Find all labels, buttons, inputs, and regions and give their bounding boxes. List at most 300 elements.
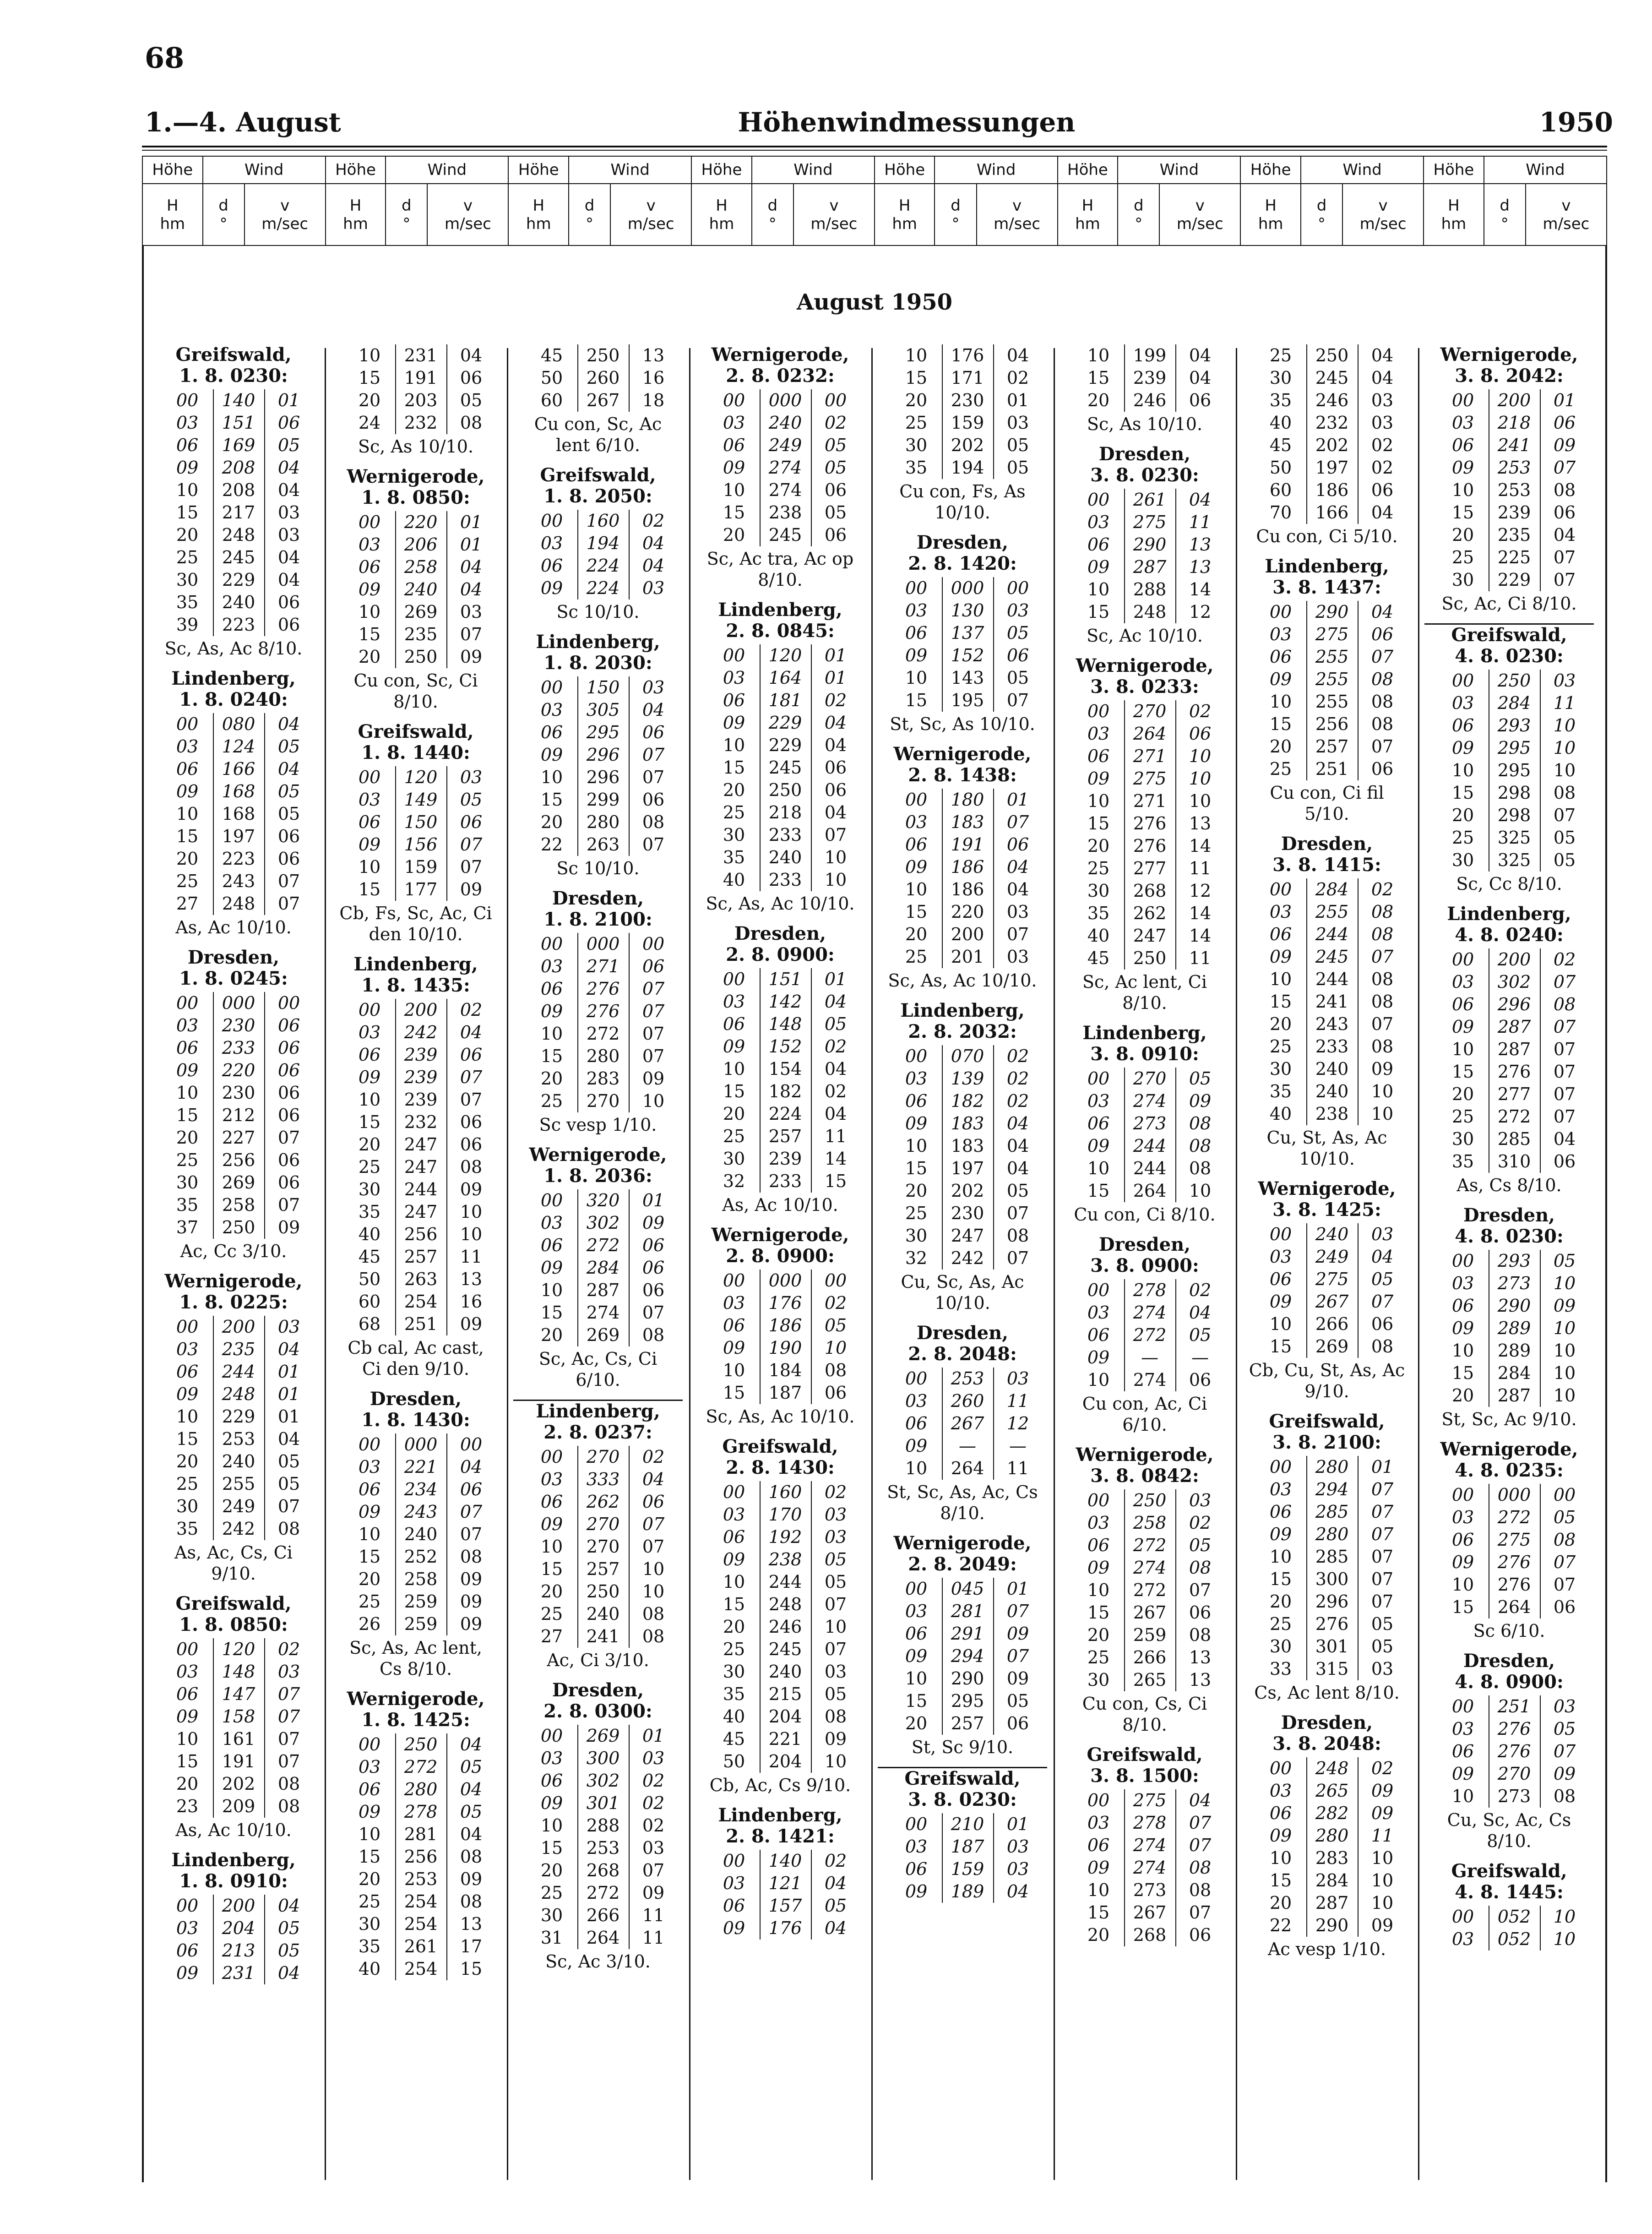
height-value: 10 <box>358 1524 381 1544</box>
speed-value: 08 <box>1189 1880 1212 1900</box>
speed-value: 13 <box>1189 557 1212 577</box>
wind-row <box>1065 344 1225 367</box>
speed-value: 05 <box>1371 1614 1394 1634</box>
height-value: 10 <box>1451 1340 1474 1361</box>
height-value: 06 <box>723 435 745 455</box>
sounding-time: 2. 8. 1430: <box>726 1457 835 1478</box>
wind-row <box>153 614 314 636</box>
speed-value: 07 <box>642 1024 665 1044</box>
speed-value: 06 <box>460 1134 483 1155</box>
speed-value: 02 <box>824 413 847 433</box>
height-value: 15 <box>905 368 928 388</box>
wind-row <box>336 623 496 646</box>
wind-row <box>1247 457 1407 479</box>
wind-row <box>518 1279 678 1302</box>
sounding-block <box>518 888 678 1135</box>
height-value: 10 <box>358 1824 381 1844</box>
wind-row <box>882 923 1043 946</box>
speed-value: 10 <box>1553 1907 1576 1927</box>
direction-value: 233 <box>768 1171 802 1191</box>
direction-value: 280 <box>586 1046 620 1066</box>
speed-value: 03 <box>824 1662 847 1682</box>
direction-value: 325 <box>1497 828 1531 848</box>
height-value: 10 <box>540 1815 563 1836</box>
wind-row <box>336 1958 496 1980</box>
height-value: 20 <box>1451 525 1474 545</box>
height-value: 09 <box>1451 1764 1474 1784</box>
height-value: 06 <box>176 1940 199 1961</box>
direction-value: 238 <box>1315 1104 1349 1124</box>
wind-row <box>518 1491 678 1513</box>
wind-row <box>518 1302 678 1324</box>
height-value: 15 <box>1087 1602 1110 1623</box>
speed-value: 04 <box>1553 1129 1576 1149</box>
station-name: Wernigerode, <box>893 743 1032 765</box>
wind-row <box>1247 1591 1407 1613</box>
direction-value: 245 <box>768 1639 802 1659</box>
height-value: 03 <box>1087 1513 1110 1533</box>
station-name: Lindenberg, <box>536 631 660 653</box>
wind-row <box>700 846 860 869</box>
height-value: 10 <box>905 1458 928 1478</box>
direction-value: 187 <box>951 1836 984 1857</box>
wind-row <box>336 601 496 623</box>
speed-value: 05 <box>1006 458 1029 478</box>
direction-value: 270 <box>1133 701 1167 721</box>
height-value: 10 <box>1269 692 1292 712</box>
height-value: 00 <box>1269 879 1292 899</box>
speed-value: 07 <box>1553 458 1576 478</box>
wind-row <box>153 457 314 479</box>
speed-value: 07 <box>277 1684 300 1704</box>
speed-value: 09 <box>460 1591 483 1612</box>
direction-value: 302 <box>1497 972 1531 992</box>
speed-value: 06 <box>824 525 847 545</box>
height-value: 06 <box>358 1779 381 1799</box>
wind-row <box>1065 1112 1225 1135</box>
height-value: 09 <box>905 1113 928 1133</box>
direction-value: 000 <box>1497 1485 1531 1505</box>
speed-value: — <box>1191 1347 1209 1368</box>
wind-row <box>336 1021 496 1044</box>
direction-value: 284 <box>1315 879 1349 899</box>
speed-value: 01 <box>824 969 847 989</box>
speed-value: 08 <box>1189 1625 1212 1645</box>
speed-value: 09 <box>1553 435 1576 455</box>
wind-row <box>336 1456 496 1478</box>
speed-value: 08 <box>277 1774 300 1794</box>
speed-value: 02 <box>642 1793 665 1813</box>
wind-row <box>882 1412 1043 1435</box>
height-value: 20 <box>176 525 199 545</box>
wind-row <box>1429 389 1589 412</box>
speed-value: 10 <box>1553 715 1576 736</box>
height-value: 25 <box>905 413 928 433</box>
direction-value: 253 <box>404 1869 438 1889</box>
speed-value: 07 <box>1553 1062 1576 1082</box>
height-value: 03 <box>1451 1507 1474 1527</box>
height-value: 20 <box>176 1128 199 1148</box>
speed-value: 09 <box>460 1314 483 1334</box>
wind-row <box>1247 1223 1407 1246</box>
wind-row <box>700 1058 860 1080</box>
wind-row <box>1429 804 1589 827</box>
direction-value: 238 <box>768 502 802 523</box>
height-value: 10 <box>723 735 745 755</box>
direction-value: 296 <box>586 745 620 765</box>
direction-value: 263 <box>404 1269 438 1289</box>
wind-row <box>153 1171 314 1194</box>
sounding-time: 4. 8. 0900: <box>1455 1671 1564 1693</box>
height-value: 06 <box>1451 715 1474 736</box>
direction-value: 221 <box>768 1729 802 1749</box>
station-name: Dresden, <box>1463 1204 1555 1226</box>
height-value: 06 <box>540 979 563 999</box>
wind-row <box>1247 1335 1407 1358</box>
sounding-time: 1. 8. 0230: <box>179 365 288 387</box>
direction-value: 276 <box>1497 1575 1531 1595</box>
speed-value: 11 <box>1006 1391 1029 1411</box>
height-value: 09 <box>723 1549 745 1569</box>
wind-row <box>153 1750 314 1773</box>
height-value: 35 <box>723 1684 745 1704</box>
speed-value: 05 <box>824 1896 847 1916</box>
speed-value: 04 <box>460 1734 483 1755</box>
direction-value: 240 <box>404 1524 438 1544</box>
direction-value: 000 <box>768 1270 802 1291</box>
wind-row <box>153 1316 314 1338</box>
speed-value: 02 <box>824 1081 847 1101</box>
height-value: 09 <box>176 1963 199 1983</box>
speed-value: 10 <box>824 1617 847 1637</box>
wind-row <box>153 893 314 915</box>
height-value: 06 <box>905 1091 928 1111</box>
sounding-block <box>336 721 496 945</box>
wind-row <box>1429 1574 1589 1596</box>
direction-value: 142 <box>768 992 802 1012</box>
station-name: Greifswald, <box>1451 624 1567 646</box>
speed-value: 13 <box>1189 813 1212 834</box>
wind-row <box>882 577 1043 599</box>
height-value: 06 <box>1087 746 1110 766</box>
height-value: 40 <box>358 1959 381 1979</box>
height-value: 03 <box>1087 724 1110 744</box>
speed-value: 09 <box>460 1179 483 1199</box>
header-v-msec: v m/sec <box>793 184 875 245</box>
speed-value: 04 <box>277 759 300 779</box>
wind-row <box>1247 1757 1407 1780</box>
direction-value: 276 <box>1497 1741 1531 1761</box>
direction-value: 301 <box>586 1793 620 1813</box>
direction-value: 235 <box>1497 525 1531 545</box>
height-value: 20 <box>540 812 563 832</box>
cloud-note: As, Ac 10/10. <box>722 1195 838 1215</box>
header-h-hm: H hm <box>1058 184 1118 245</box>
direction-value: 246 <box>768 1617 802 1637</box>
direction-value: 257 <box>1315 736 1349 757</box>
height-value: 10 <box>176 1406 199 1427</box>
height-value: 15 <box>540 1046 563 1066</box>
wind-row <box>700 1359 860 1382</box>
wind-row <box>518 1234 678 1257</box>
height-value: 25 <box>1269 1614 1292 1634</box>
direction-value: 298 <box>1497 805 1531 825</box>
direction-value: 277 <box>1133 858 1167 878</box>
wind-row <box>518 1000 678 1023</box>
cloud-note: Sc, Ac 3/10. <box>545 1951 651 1972</box>
cloud-note: Sc, Ac 10/10. <box>1087 626 1203 646</box>
wind-row <box>1065 880 1225 902</box>
speed-value: 11 <box>1371 1825 1394 1846</box>
direction-value: 310 <box>1497 1151 1531 1171</box>
wind-row <box>153 1014 314 1037</box>
wind-row <box>700 1661 860 1683</box>
direction-value: 267 <box>951 1413 984 1433</box>
height-value: 10 <box>176 1729 199 1749</box>
direction-value: 241 <box>1315 992 1349 1012</box>
wind-row <box>153 1705 314 1728</box>
direction-value: 275 <box>1133 1790 1167 1810</box>
speed-value: 03 <box>1371 413 1394 433</box>
direction-value: 258 <box>404 557 438 577</box>
speed-value: 02 <box>1371 1758 1394 1778</box>
direction-value: 300 <box>586 1748 620 1768</box>
wind-row <box>336 1913 496 1935</box>
speed-value: 03 <box>1371 390 1394 410</box>
direction-value: 191 <box>222 1751 255 1771</box>
direction-value: 255 <box>1315 692 1349 712</box>
height-value: 25 <box>176 871 199 891</box>
wind-row <box>336 367 496 389</box>
direction-value: 244 <box>768 1572 802 1592</box>
speed-value: 02 <box>1189 1280 1212 1300</box>
height-value: 25 <box>358 1591 381 1612</box>
direction-value: 266 <box>1315 1314 1349 1334</box>
direction-value: 208 <box>222 458 255 478</box>
wind-row <box>1065 1812 1225 1834</box>
wind-row <box>1065 1369 1225 1391</box>
wind-row <box>1429 1317 1589 1340</box>
height-value: 09 <box>176 1060 199 1080</box>
speed-value: 07 <box>1553 1741 1576 1761</box>
direction-value: 267 <box>1315 1291 1349 1312</box>
wind-row <box>1429 1384 1589 1407</box>
speed-value: 04 <box>1371 602 1394 622</box>
wind-row <box>1065 947 1225 970</box>
wind-row <box>153 479 314 501</box>
direction-value: 240 <box>222 1451 255 1471</box>
speed-value: 05 <box>1189 1068 1212 1089</box>
cloud-note: As, Ac 10/10. <box>175 917 292 937</box>
height-value: 20 <box>1269 1591 1292 1612</box>
wind-row <box>336 1823 496 1846</box>
wind-row <box>518 1536 678 1558</box>
wind-row <box>1065 925 1225 947</box>
height-value: 06 <box>723 690 745 710</box>
height-value: 45 <box>723 1729 745 1749</box>
height-value: 03 <box>1087 512 1110 532</box>
wind-row <box>1247 1268 1407 1291</box>
wind-row <box>1065 511 1225 534</box>
speed-value: 08 <box>642 1325 665 1345</box>
wind-row <box>518 766 678 789</box>
wind-row <box>1065 790 1225 812</box>
header-wind: Wind <box>203 156 326 184</box>
station-name: Lindenberg, <box>718 599 842 621</box>
speed-value: 09 <box>1371 1781 1394 1801</box>
speed-value: 02 <box>824 1851 847 1871</box>
speed-value: 03 <box>277 1662 300 1682</box>
speed-value: 04 <box>1371 1247 1394 1267</box>
wind-row <box>153 501 314 524</box>
sounding-block <box>882 1533 1043 1758</box>
speed-value: 04 <box>824 713 847 733</box>
cloud-note: Sc, As, Ac 10/10. <box>706 1406 855 1427</box>
direction-value: 274 <box>1133 1858 1167 1878</box>
speed-value: 10 <box>1371 1081 1394 1101</box>
height-value: 00 <box>540 511 563 531</box>
speed-value: 09 <box>277 1217 300 1237</box>
speed-value: 05 <box>1006 1691 1029 1711</box>
height-value: 09 <box>723 458 745 478</box>
speed-value: 09 <box>460 1569 483 1589</box>
speed-value: 15 <box>824 1171 847 1191</box>
height-value: 03 <box>176 1918 199 1938</box>
wind-row <box>518 1882 678 1904</box>
height-value: 10 <box>1087 579 1110 599</box>
height-value: 09 <box>1451 458 1474 478</box>
direction-value: 176 <box>768 1918 802 1938</box>
height-value: 00 <box>1451 1251 1474 1271</box>
direction-value: 260 <box>586 368 620 388</box>
direction-value: 183 <box>951 1113 984 1133</box>
wind-row <box>518 1770 678 1792</box>
wind-row <box>1247 479 1407 501</box>
frame-right-line <box>1605 245 1607 2182</box>
speed-value: 00 <box>824 1270 847 1291</box>
speed-value: 03 <box>1371 1224 1394 1244</box>
speed-value: 08 <box>1189 1558 1212 1578</box>
speed-value: 10 <box>1553 1385 1576 1406</box>
direction-value: 245 <box>1315 368 1349 388</box>
direction-value: 276 <box>586 1001 620 1021</box>
height-value: 20 <box>723 1617 745 1637</box>
direction-value: 197 <box>222 826 255 846</box>
height-value: 00 <box>540 1190 563 1210</box>
height-value: 25 <box>1269 345 1292 365</box>
cloud-note: Ac vesp 1/10. <box>1267 1939 1386 1959</box>
speed-value: 06 <box>1553 1597 1576 1617</box>
speed-value: 06 <box>1371 624 1394 644</box>
direction-value: 276 <box>1315 1614 1349 1634</box>
speed-value: 09 <box>642 1068 665 1089</box>
speed-value: 06 <box>277 1060 300 1080</box>
height-value: 10 <box>1269 1848 1292 1868</box>
speed-value: 03 <box>1006 902 1029 922</box>
station-name: Lindenberg, <box>1265 556 1389 577</box>
speed-value: 06 <box>642 790 665 810</box>
wind-row <box>518 1068 678 1090</box>
wind-row <box>882 457 1043 479</box>
speed-value: 05 <box>1006 435 1029 455</box>
direction-value: 230 <box>222 1015 255 1035</box>
speed-value: 08 <box>1553 480 1576 500</box>
direction-value: 259 <box>404 1614 438 1634</box>
speed-value: 08 <box>277 1796 300 1816</box>
direction-value: 291 <box>951 1624 984 1644</box>
height-value: 40 <box>723 870 745 890</box>
speed-value: 04 <box>460 1779 483 1799</box>
speed-value: 01 <box>1006 790 1029 810</box>
height-value: 09 <box>1451 1552 1474 1572</box>
height-value: 33 <box>1269 1659 1292 1679</box>
direction-value: 124 <box>222 736 255 757</box>
height-value: 15 <box>1087 1181 1110 1201</box>
direction-value: 315 <box>1315 1659 1349 1679</box>
speed-value: 10 <box>1553 760 1576 780</box>
height-value: 03 <box>905 1391 928 1411</box>
speed-value: 01 <box>277 1406 300 1427</box>
direction-value: 052 <box>1497 1929 1531 1949</box>
wind-row <box>1429 849 1589 872</box>
wind-row <box>1247 878 1407 901</box>
direction-value: 272 <box>586 1235 620 1255</box>
wind-row <box>882 1090 1043 1112</box>
sounding-block <box>518 465 678 622</box>
height-value: 09 <box>905 645 928 665</box>
speed-value: 06 <box>460 1112 483 1132</box>
wind-row <box>1429 1083 1589 1106</box>
speed-value: 07 <box>460 1502 483 1522</box>
cloud-note: Cu con, Ci 8/10. <box>1074 1204 1216 1225</box>
height-value: 00 <box>905 1046 928 1066</box>
height-value: 25 <box>1269 1036 1292 1057</box>
height-value: 10 <box>1269 1547 1292 1567</box>
speed-value: 05 <box>1553 1251 1576 1271</box>
speed-value: 01 <box>277 1362 300 1382</box>
speed-value: 07 <box>460 834 483 855</box>
direction-value: 246 <box>1133 390 1167 410</box>
direction-value: 272 <box>1497 1507 1531 1527</box>
wind-row <box>882 1712 1043 1735</box>
direction-value: 250 <box>586 1581 620 1602</box>
speed-value: 10 <box>1553 1318 1576 1338</box>
wind-row <box>1065 1157 1225 1180</box>
cloud-note: Sc, As 10/10. <box>358 436 474 457</box>
speed-value: 04 <box>1189 345 1212 365</box>
direction-value: 273 <box>1133 1880 1167 1900</box>
sounding-time: 1. 8. 2050: <box>543 485 652 507</box>
direction-value: 268 <box>586 1860 620 1880</box>
height-value: 09 <box>1451 738 1474 758</box>
direction-value: 261 <box>1133 490 1167 510</box>
direction-value: 244 <box>1133 1136 1167 1156</box>
speed-value: 04 <box>642 1469 665 1489</box>
header-h-hm: H hm <box>508 184 569 245</box>
speed-value: 04 <box>1006 1113 1029 1133</box>
cloud-note: Cs, Ac lent 8/10. <box>1254 1683 1400 1703</box>
height-value: 10 <box>1451 760 1474 780</box>
sounding-block <box>1065 1023 1225 1225</box>
height-value: 00 <box>1451 1696 1474 1716</box>
header-v-msec: v m/sec <box>610 184 691 245</box>
direction-value: 231 <box>222 1963 255 1983</box>
header-d-deg: d ° <box>569 184 610 245</box>
direction-value: 295 <box>951 1691 984 1711</box>
wind-row <box>700 1850 860 1872</box>
direction-value: 202 <box>1315 435 1349 455</box>
speed-value: 04 <box>824 1059 847 1079</box>
